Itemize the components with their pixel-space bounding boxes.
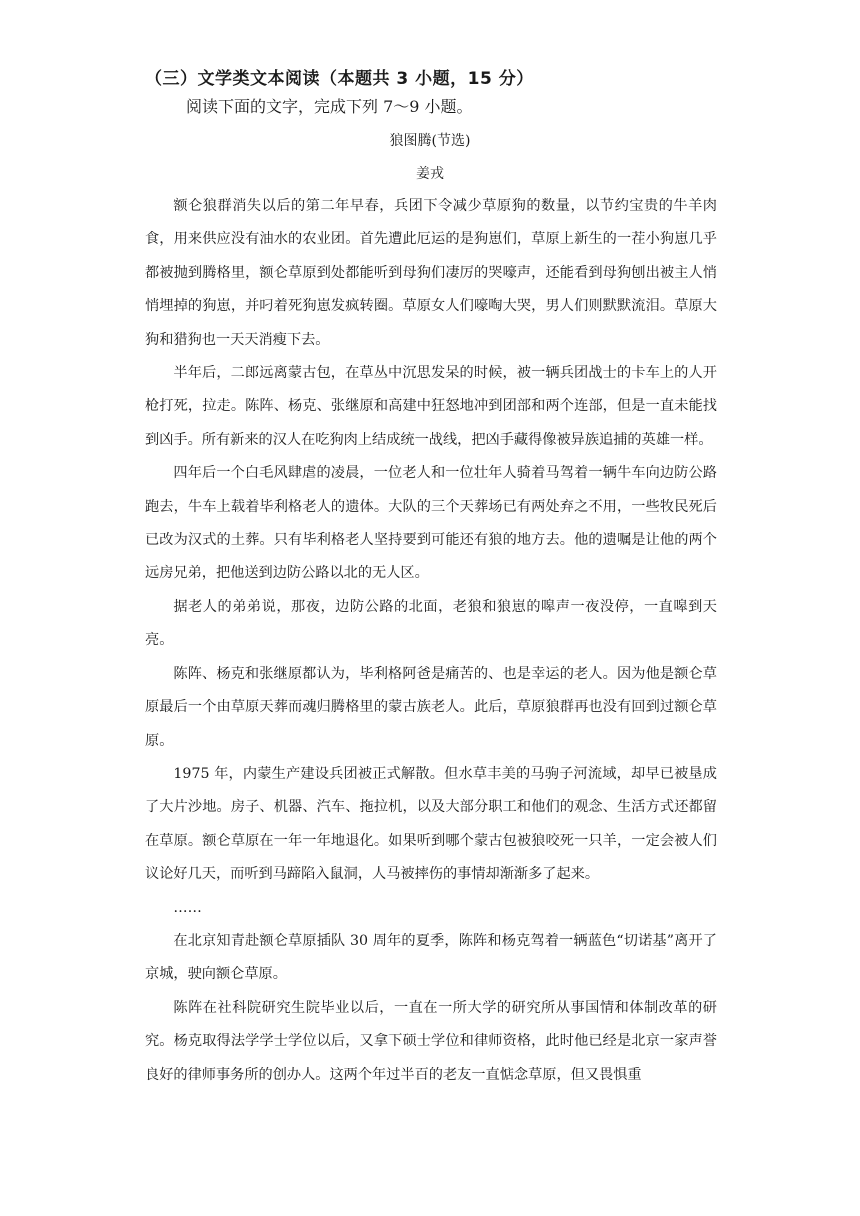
paragraph: 陈阵在社科院研究生院毕业以后，一直在一所大学的研究所从事国情和体制改革的研究。杨克取得法学学士学位以后，又拿下硕士学位和律师资格，此时他已经是北京一家声誉良好的律师事务所的创办人。这两个年过半百的老友一直惦念草原，但又畏惧重 xyxy=(145,999,717,1083)
article-title: 狼图腾(节选) xyxy=(389,133,471,149)
paragraph: 在北京知青赴额仑草原插队 30 周年的夏季，陈阵和杨克驾着一辆蓝色“切诺基”离开了京城，驶向额仑草原。 xyxy=(145,932,717,983)
ellipsis: …… xyxy=(173,899,202,916)
section-title: （三）文学类文本阅读（本题共 3 小题，15 分） xyxy=(145,69,534,89)
paragraph: 据老人的弟弟说，那夜，边防公路的北面，老狼和狼崽的嗥声一夜没停，一直嗥到天亮。 xyxy=(145,598,717,649)
article-author: 姜戎 xyxy=(416,166,444,182)
paragraph: 四年后一个白毛风肆虐的凌晨，一位老人和一位壮年人骑着马驾着一辆牛车向边防公路跑去，牛车上载着毕利格老人的遗体。大队的三个天葬场已有两处弃之不用，一些牧民死后已改为汉式的土葬。只有毕利格老人坚持要到可能还有狼的地方去。他的遗嘱是让他的两个远房兄弟，把他送到边防公路以北的无人区。 xyxy=(145,465,717,582)
paragraph: 陈阵、杨克和张继原都认为，毕利格阿爸是痛苦的、也是幸运的老人。因为他是额仑草原最后一个由草原天葬而魂归腾格里的蒙古族老人。此后，草原狼群再也没有回到过额仑草原。 xyxy=(145,665,717,749)
paragraph: 1975 年，内蒙生产建设兵团被正式解散。但水草丰美的马驹子河流域，却早已被垦成了大片沙地。房子、机器、汽车、拖拉机，以及大部分职工和他们的观念、生活方式还都留在草原。额仑草原在一年一年地退化。如果听到哪个蒙古包被狼咬死一只羊，一定会被人们议论好几天，而听到马蹄陷入鼠洞，人马被摔伤的事情却渐渐多了起来。 xyxy=(145,765,717,883)
paragraph: 半年后，二郎远离蒙古包，在草丛中沉思发呆的时候，被一辆兵团战士的卡车上的人开枪打死，拉走。陈阵、杨克、张继原和高建中狂怒地冲到团部和两个连部，但是一直未能找到凶手。所有新来的汉人在吃狗肉上结成统一战线，把凶手藏得像被异族追捕的英雄一样。 xyxy=(145,365,717,448)
article-body xyxy=(145,190,717,1092)
paragraph: 额仑狼群消失以后的第二年早春，兵团下令减少草原狗的数量，以节约宝贵的牛羊肉食，用来供应没有油水的农业团。首先遭此厄运的是狗崽们，草原上新生的一茬小狗崽几乎都被抛到腾格里，额仑草原到处都能听到母狗们凄厉的哭嚎声，还能看到母狗刨出被主人悄悄埋掉的狗崽，并叼着死狗崽发疯转圈。草原女人们嚎啕大哭，男人们则默默流泪。草原大狗和猎狗也一天天消瘦下去。 xyxy=(145,198,717,348)
reading-instruction: 阅读下面的文字，完成下列 7～9 小题。 xyxy=(186,97,473,116)
